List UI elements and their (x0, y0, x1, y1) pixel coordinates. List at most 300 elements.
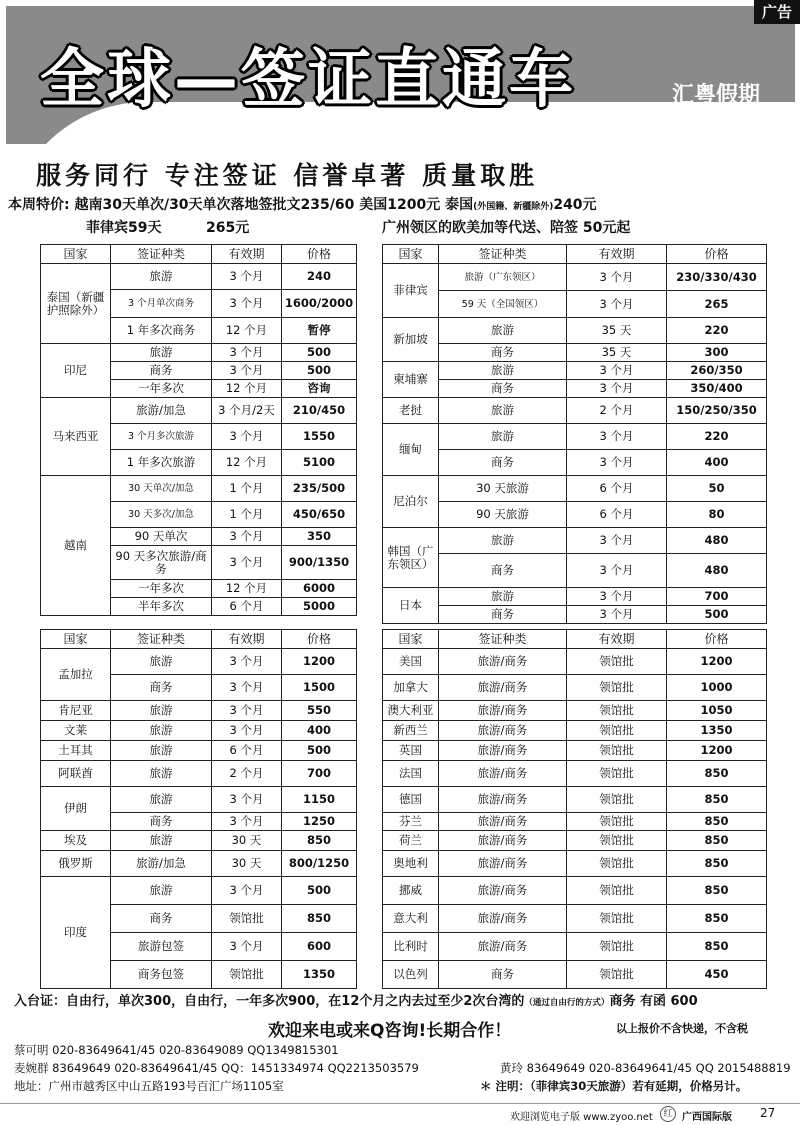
country-russia: 俄罗斯 (41, 851, 111, 877)
visa-type: 旅游包签 (111, 933, 212, 961)
validity: 30 天 (212, 831, 282, 851)
header-price: 价格 (282, 245, 357, 264)
visa-type: 旅游 (439, 588, 567, 606)
visa-type: 90 天多次旅游/商务 (111, 546, 212, 580)
visa-type: 商务 (439, 450, 567, 476)
visa-type: 旅游/商务 (439, 721, 567, 741)
header-validity: 有效期 (212, 245, 282, 264)
price: 500 (282, 741, 357, 761)
country-vietnam: 越南 (41, 476, 111, 616)
table-header-row (41, 245, 357, 264)
visa-type: 30 天多次/加急 (111, 502, 212, 528)
validity: 3 个月/2天 (212, 398, 282, 424)
validity: 3 个月 (212, 362, 282, 380)
price: 220 (667, 318, 767, 344)
table-row (383, 318, 767, 344)
table-row (41, 851, 357, 877)
country-indonesia: 印尼 (41, 344, 111, 398)
table-row (383, 961, 767, 989)
table-row (383, 675, 767, 701)
table-row (383, 362, 767, 380)
visa-table-other-1 (40, 629, 357, 989)
price: 1600/2000 (282, 290, 357, 318)
taiwan-permit-line (14, 990, 698, 1009)
visa-type: 旅游 (111, 649, 212, 675)
validity: 2 个月 (212, 761, 282, 787)
table-row (41, 831, 357, 851)
table-row (383, 905, 767, 933)
validity: 3 个月 (567, 528, 667, 554)
header-validity: 有效期 (567, 630, 667, 649)
validity: 3 个月 (212, 675, 282, 701)
country-egypt: 埃及 (41, 831, 111, 851)
price: 500 (667, 606, 767, 624)
validity: 3 个月 (212, 933, 282, 961)
visa-type: 旅游/商务 (439, 701, 567, 721)
visa-type: 商务 (439, 554, 567, 588)
header-type: 签证种类 (439, 630, 567, 649)
header-country: 国家 (41, 245, 111, 264)
visa-type: 3 个月单次商务 (111, 290, 212, 318)
table-header-row (383, 630, 767, 649)
validity: 领馆批 (567, 649, 667, 675)
header-price: 价格 (667, 245, 767, 264)
visa-type: 商务 (111, 362, 212, 380)
header-type: 签证种类 (439, 245, 567, 264)
table-row (41, 264, 357, 290)
price: 800/1250 (282, 851, 357, 877)
price: 900/1350 (282, 546, 357, 580)
visa-table-asia-2 (382, 244, 767, 624)
table-row (41, 344, 357, 362)
slogan: 服务同行 专注签证 信誉卓著 质量取胜 (36, 161, 539, 190)
validity: 12 个月 (212, 380, 282, 398)
price: 350/400 (667, 380, 767, 398)
validity: 6 个月 (567, 502, 667, 528)
price: 850 (282, 905, 357, 933)
table-row (383, 450, 767, 476)
country: 比利时 (383, 933, 439, 961)
country-nepal: 尼泊尔 (383, 476, 439, 528)
validity: 3 个月 (567, 380, 667, 398)
table-row (41, 701, 357, 721)
extension-note: ＊ 注明：（菲律宾30天旅游）若有延期，价格另计。 (480, 1079, 748, 1093)
price: 咨询 (282, 380, 357, 398)
visa-type: 30 天旅游 (439, 476, 567, 502)
visa-type: 旅游/商务 (439, 813, 567, 831)
price: 1550 (282, 424, 357, 450)
visa-type: 90 天单次 (111, 528, 212, 546)
validity: 3 个月 (567, 291, 667, 318)
country-thailand: 泰国（新疆护照除外） (41, 264, 111, 344)
weekly-special-philippines-price: 265元 (206, 220, 250, 236)
visa-type: 旅游/商务 (439, 905, 567, 933)
country: 德国 (383, 787, 439, 813)
weekly-special-line2 (86, 217, 786, 237)
country-singapore: 新加坡 (383, 318, 439, 362)
validity: 3 个月 (212, 721, 282, 741)
header-country: 国家 (383, 245, 439, 264)
validity: 领馆批 (567, 761, 667, 787)
visa-type: 半年多次 (111, 598, 212, 616)
price: 5000 (282, 598, 357, 616)
price: 850 (667, 905, 767, 933)
visa-type: 商务包签 (111, 961, 212, 989)
price: 400 (282, 721, 357, 741)
table-row (41, 787, 357, 813)
price: 850 (667, 787, 767, 813)
price: 1200 (282, 649, 357, 675)
country: 芬兰 (383, 813, 439, 831)
header-validity: 有效期 (567, 245, 667, 264)
visa-type: 旅游 (111, 877, 212, 905)
price: 1150 (282, 787, 357, 813)
visa-type: 旅游 (111, 701, 212, 721)
price: 450 (667, 961, 767, 989)
visa-type: 旅游/加急 (111, 398, 212, 424)
visa-type: 旅游 (439, 362, 567, 380)
contact-2: 麦婉群 83649649 020-83649641/45 QQ：1451334974 QQ2213503579 (14, 1061, 419, 1075)
validity: 领馆批 (567, 961, 667, 989)
visa-type: 90 天旅游 (439, 502, 567, 528)
validity: 领馆批 (567, 721, 667, 741)
price: 1000 (667, 675, 767, 701)
visa-type: 旅游 (439, 318, 567, 344)
validity: 3 个月 (567, 424, 667, 450)
price: 700 (282, 761, 357, 787)
validity: 3 个月 (567, 264, 667, 291)
table-row (383, 528, 767, 554)
visa-type: 旅游/商务 (439, 649, 567, 675)
visa-type: 旅游/商务 (439, 741, 567, 761)
table-header-row (41, 630, 357, 649)
visa-type: 旅游/商务 (439, 787, 567, 813)
table-row (41, 761, 357, 787)
validity: 3 个月 (212, 649, 282, 675)
country-bangladesh: 孟加拉 (41, 649, 111, 701)
validity: 领馆批 (567, 851, 667, 877)
table-row (383, 851, 767, 877)
price: 1350 (282, 961, 357, 989)
price: 500 (282, 344, 357, 362)
validity: 2 个月 (567, 398, 667, 424)
visa-type: 旅游 (439, 424, 567, 450)
price: 1200 (667, 741, 767, 761)
visa-type: 旅游 (111, 831, 212, 851)
header-type: 签证种类 (111, 245, 212, 264)
validity: 3 个月 (212, 877, 282, 905)
validity: 30 天 (212, 851, 282, 877)
price: 850 (667, 933, 767, 961)
visa-type: 1 年多次旅游 (111, 450, 212, 476)
visa-type: 一年多次 (111, 380, 212, 398)
validity: 3 个月 (212, 264, 282, 290)
table-row (41, 741, 357, 761)
country: 加拿大 (383, 675, 439, 701)
weekly-special-text: 本周特价: 越南30天单次/30天单次落地签批文235/60 美国1200元 泰国 (8, 197, 474, 213)
weekly-special-note: (外国籍、新疆除外) (473, 202, 554, 212)
price: 1350 (667, 721, 767, 741)
country-turkey: 土耳其 (41, 741, 111, 761)
price: 1200 (667, 649, 767, 675)
visa-type: 旅游/商务 (439, 831, 567, 851)
visa-type: 旅游/商务 (439, 877, 567, 905)
price: 850 (667, 851, 767, 877)
validity: 领馆批 (567, 813, 667, 831)
price: 850 (282, 831, 357, 851)
validity: 3 个月 (212, 424, 282, 450)
table-row (383, 380, 767, 398)
validity: 6 个月 (212, 741, 282, 761)
country: 英国 (383, 741, 439, 761)
footer-site: 欢迎浏览电子版 www.zyoo.net (510, 1112, 653, 1123)
price: 6000 (282, 580, 357, 598)
price: 80 (667, 502, 767, 528)
price: 450/650 (282, 502, 357, 528)
brand-name: 汇粤假期 (672, 83, 761, 108)
visa-type: 旅游 (439, 398, 567, 424)
table-row (383, 476, 767, 502)
footer-edition: 广西国际版 (682, 1112, 732, 1123)
price: 850 (667, 813, 767, 831)
validity: 领馆批 (212, 961, 282, 989)
country: 法国 (383, 761, 439, 787)
table-row (383, 877, 767, 905)
visa-type: 旅游 (111, 787, 212, 813)
weekly-special-philippines: 菲律宾59天 (86, 220, 162, 236)
visa-type: 1 年多次商务 (111, 318, 212, 344)
validity: 3 个月 (212, 290, 282, 318)
price: 850 (667, 877, 767, 905)
country-brunei: 文莱 (41, 721, 111, 741)
price: 5100 (282, 450, 357, 476)
country: 美国 (383, 649, 439, 675)
taiwan-permit-business: 商务 有函 600 (609, 994, 698, 1009)
visa-type: 商务 (439, 606, 567, 624)
price: 480 (667, 554, 767, 588)
header-type: 签证种类 (111, 630, 212, 649)
validity: 12 个月 (212, 318, 282, 344)
table-row (383, 264, 767, 291)
validity: 1 个月 (212, 476, 282, 502)
validity: 领馆批 (567, 741, 667, 761)
price: 500 (282, 362, 357, 380)
price-note: 以上报价不含快递，不含税 (616, 1022, 748, 1035)
visa-table-asia-1 (40, 244, 357, 616)
price: 1500 (282, 675, 357, 701)
table-row (383, 424, 767, 450)
price: 265 (667, 291, 767, 318)
validity: 领馆批 (567, 905, 667, 933)
price: 210/450 (282, 398, 357, 424)
country-cambodia: 柬埔寨 (383, 362, 439, 398)
price: 暂停 (282, 318, 357, 344)
price: 240 (282, 264, 357, 290)
price: 230/330/430 (667, 264, 767, 291)
visa-type: 59 天（全国领区） (439, 291, 567, 318)
price: 150/250/350 (667, 398, 767, 424)
price: 235/500 (282, 476, 357, 502)
header-country: 国家 (41, 630, 111, 649)
validity: 3 个月 (212, 813, 282, 831)
validity: 3 个月 (212, 546, 282, 580)
country-kenya: 肯尼亚 (41, 701, 111, 721)
weekly-special-line1 (8, 194, 597, 214)
table-row (383, 741, 767, 761)
visa-type: 商务 (111, 905, 212, 933)
country-myanmar: 缅甸 (383, 424, 439, 476)
weekly-special-escort: 广州领区的欧美加等代送、陪签 50元起 (382, 220, 631, 236)
validity: 3 个月 (212, 528, 282, 546)
visa-type: 旅游 (439, 528, 567, 554)
address: 地址：广州市越秀区中山五路193号百汇广场1105室 (14, 1079, 284, 1093)
price: 300 (667, 344, 767, 362)
country-malaysia: 马来西亚 (41, 398, 111, 476)
price: 850 (667, 831, 767, 851)
price: 600 (282, 933, 357, 961)
validity: 领馆批 (567, 831, 667, 851)
visa-type: 商务 (439, 380, 567, 398)
table-row (383, 701, 767, 721)
visa-type: 旅游 (111, 741, 212, 761)
table-row (383, 606, 767, 624)
visa-type: 商务 (111, 813, 212, 831)
header-price: 价格 (667, 630, 767, 649)
header-validity: 有效期 (212, 630, 282, 649)
price: 480 (667, 528, 767, 554)
country: 意大利 (383, 905, 439, 933)
taiwan-permit-note: （通过自由行的方式） (524, 998, 610, 1008)
table-row (383, 831, 767, 851)
visa-type: 商务 (439, 344, 567, 362)
page-number: 27 (760, 1106, 776, 1120)
visa-type: 旅游 (111, 264, 212, 290)
country: 澳大利亚 (383, 701, 439, 721)
table-row (383, 649, 767, 675)
table-row (383, 721, 767, 741)
visa-type: 旅游（广东领区） (439, 264, 567, 291)
validity: 领馆批 (567, 877, 667, 905)
country: 以色列 (383, 961, 439, 989)
country-korea: 韩国（广东领区） (383, 528, 439, 588)
price: 400 (667, 450, 767, 476)
visa-type: 旅游 (111, 344, 212, 362)
visa-type: 3 个月多次旅游 (111, 424, 212, 450)
table-row (383, 787, 767, 813)
magazine-logo-icon: 红 (660, 1106, 676, 1122)
validity: 12 个月 (212, 580, 282, 598)
table-row (383, 291, 767, 318)
country: 挪威 (383, 877, 439, 905)
country-iran: 伊朗 (41, 787, 111, 831)
validity: 领馆批 (567, 787, 667, 813)
validity: 1 个月 (212, 502, 282, 528)
country: 新西兰 (383, 721, 439, 741)
table-row (41, 721, 357, 741)
ad-tag: 广告 (754, 0, 800, 24)
table-row (383, 761, 767, 787)
validity: 领馆批 (567, 701, 667, 721)
price: 350 (282, 528, 357, 546)
visa-table-western (382, 629, 767, 989)
price: 260/350 (667, 362, 767, 380)
contact-3: 黄玲 83649649 020-83649641/45 QQ 2015488819 (500, 1061, 791, 1075)
table-row (41, 398, 357, 424)
validity: 35 天 (567, 318, 667, 344)
country-japan: 日本 (383, 588, 439, 624)
validity: 35 天 (567, 344, 667, 362)
header-country: 国家 (383, 630, 439, 649)
table-header-row (383, 245, 767, 264)
table-row (41, 877, 357, 905)
visa-type: 旅游 (111, 761, 212, 787)
visa-type: 旅游/商务 (439, 933, 567, 961)
country-philippines: 菲律宾 (383, 264, 439, 318)
validity: 3 个月 (567, 606, 667, 624)
taiwan-permit-text: 入台证：自由行，单次300，自由行，一年多次900，在12个月之内去过至少2次台湾的 (14, 994, 525, 1009)
country: 奥地利 (383, 851, 439, 877)
validity: 6 个月 (567, 476, 667, 502)
price: 500 (282, 877, 357, 905)
price: 50 (667, 476, 767, 502)
visa-type: 旅游/加急 (111, 851, 212, 877)
price: 850 (667, 761, 767, 787)
validity: 领馆批 (212, 905, 282, 933)
weekly-special-price: 240元 (553, 197, 597, 213)
visa-type: 旅游/商务 (439, 851, 567, 877)
table-row (41, 649, 357, 675)
table-row (383, 398, 767, 424)
price: 220 (667, 424, 767, 450)
visa-type: 旅游/商务 (439, 675, 567, 701)
visa-type: 一年多次 (111, 580, 212, 598)
visa-type: 商务 (439, 961, 567, 989)
country: 荷兰 (383, 831, 439, 851)
price: 1250 (282, 813, 357, 831)
country-laos: 老挝 (383, 398, 439, 424)
price: 700 (667, 588, 767, 606)
main-title: 全球—签证直通车 (40, 43, 576, 117)
table-row (383, 554, 767, 588)
table-row (383, 933, 767, 961)
validity: 3 个月 (212, 344, 282, 362)
country-uae: 阿联酋 (41, 761, 111, 787)
visa-type: 商务 (111, 675, 212, 701)
validity: 领馆批 (567, 675, 667, 701)
validity: 领馆批 (567, 933, 667, 961)
footer-divider (0, 1103, 800, 1104)
visa-type: 30 天单次/加急 (111, 476, 212, 502)
validity: 3 个月 (212, 787, 282, 813)
table-row (383, 502, 767, 528)
validity: 3 个月 (567, 554, 667, 588)
price: 1050 (667, 701, 767, 721)
validity: 3 个月 (567, 450, 667, 476)
contact-1: 蔡可明 020-83649641/45 020-83649089 QQ1349815301 (14, 1043, 339, 1057)
validity: 3 个月 (212, 701, 282, 721)
table-row (383, 344, 767, 362)
welcome-message: 欢迎来电或来Q咨询!长期合作！ (268, 1021, 512, 1041)
visa-type: 旅游/商务 (439, 761, 567, 787)
table-row (383, 588, 767, 606)
visa-type: 旅游 (111, 721, 212, 741)
country-india: 印度 (41, 877, 111, 989)
table-row (41, 476, 357, 502)
price: 550 (282, 701, 357, 721)
header-price: 价格 (282, 630, 357, 649)
validity: 12 个月 (212, 450, 282, 476)
validity: 6 个月 (212, 598, 282, 616)
